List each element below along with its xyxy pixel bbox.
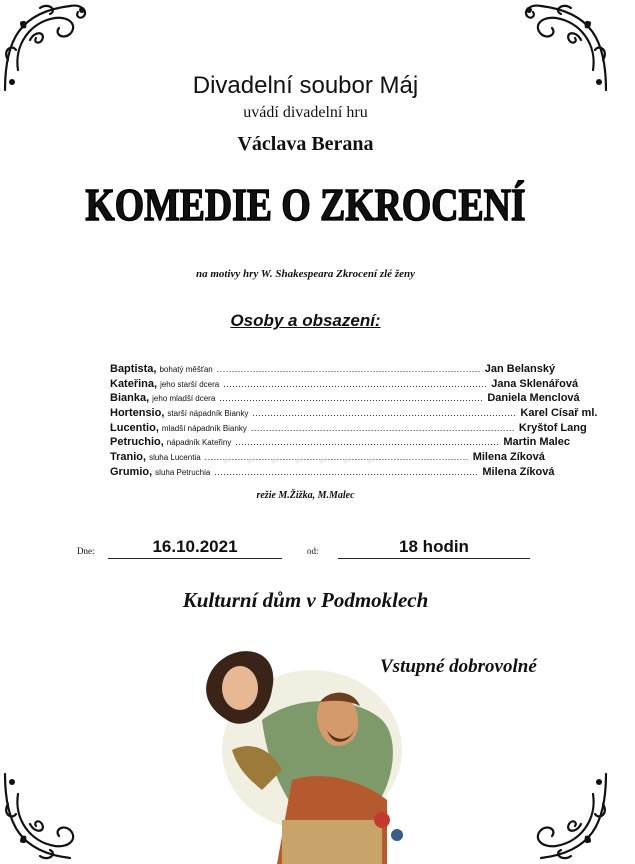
- cast-row: [110, 421, 587, 436]
- play-title: KOMEDIE O ZKROCENÍ: [85, 179, 526, 230]
- actor-name: Daniela Menclová: [487, 392, 580, 405]
- date-label: Dne:: [77, 546, 95, 556]
- cast-row: [110, 391, 580, 406]
- role-description: starší nápadník Bianky: [167, 409, 249, 419]
- leader-dots: ........................................................................................: [223, 378, 488, 389]
- role-name: Baptista,: [110, 363, 157, 375]
- ornament-bottom-left-icon: [0, 769, 95, 864]
- cast-list: [110, 362, 598, 480]
- venue-name: Kulturní dům v Podmoklech: [182, 588, 429, 612]
- time-value: 18 hodin: [338, 537, 530, 559]
- role-description: sluha Lucentia: [149, 453, 201, 463]
- author-name: Václava Berana: [237, 133, 374, 155]
- role-name: Bianka,: [110, 392, 150, 405]
- role-description: nápadník Kateřiny: [166, 438, 232, 448]
- cast-row: [110, 465, 555, 480]
- role-description: jeho starší dcera: [160, 379, 220, 389]
- role-name: Lucentio,: [110, 421, 159, 434]
- leader-dots: ........................................................................................: [204, 452, 469, 463]
- cast-row: [110, 377, 579, 392]
- cast-row: [110, 362, 556, 377]
- time-label: od:: [307, 546, 319, 556]
- role-description: mladší nápadník Bianky: [161, 423, 247, 433]
- leader-dots: ........................................................................................: [235, 437, 500, 448]
- role-name: Grumio,: [110, 465, 153, 478]
- admission-note: Vstupné dobrovolné: [380, 656, 537, 677]
- actor-name: Jana Sklenářová: [491, 377, 579, 390]
- actor-name: Kryštof Lang: [518, 421, 587, 434]
- actor-name: Milena Zíková: [472, 451, 545, 464]
- presents-line: uvádí divadelní hru: [243, 104, 368, 121]
- leader-dots: ........................................................................................: [216, 364, 481, 374]
- leader-dots: ........................................................................................: [214, 466, 479, 477]
- date-value: 16.10.2021: [108, 537, 282, 559]
- ornament-bottom-right-icon: [516, 769, 611, 864]
- role-name: Hortensio,: [110, 407, 165, 420]
- direction-credit: režie M.Žižka, M.Malec: [256, 490, 355, 501]
- play-subtitle: na motivy hry W. Shakespeara Zkrocení zlé ženy: [196, 268, 415, 280]
- ensemble-name: Divadelní soubor Máj: [192, 72, 419, 99]
- cast-heading: Osoby a obsazení:: [230, 311, 381, 330]
- actor-name: Karel Císař ml.: [520, 407, 598, 420]
- actor-name: Milena Zíková: [482, 465, 555, 478]
- role-description: bohatý měšťan: [159, 365, 213, 374]
- role-name: Kateřina,: [110, 377, 158, 390]
- actor-name: Jan Belanský: [484, 363, 556, 375]
- role-name: Tranio,: [110, 451, 147, 464]
- role-description: jeho mladší dcera: [152, 394, 216, 404]
- cast-row: [110, 406, 598, 421]
- leader-dots: ........................................................................................: [250, 422, 515, 433]
- cast-row: [110, 435, 570, 450]
- actor-name: Martin Malec: [503, 436, 570, 449]
- leader-dots: ........................................................................................: [219, 393, 484, 404]
- leader-dots: ........................................................................................: [252, 408, 517, 419]
- role-name: Petruchio,: [110, 436, 164, 449]
- role-description: sluha Petruchia: [155, 467, 211, 477]
- cast-row: [110, 450, 545, 465]
